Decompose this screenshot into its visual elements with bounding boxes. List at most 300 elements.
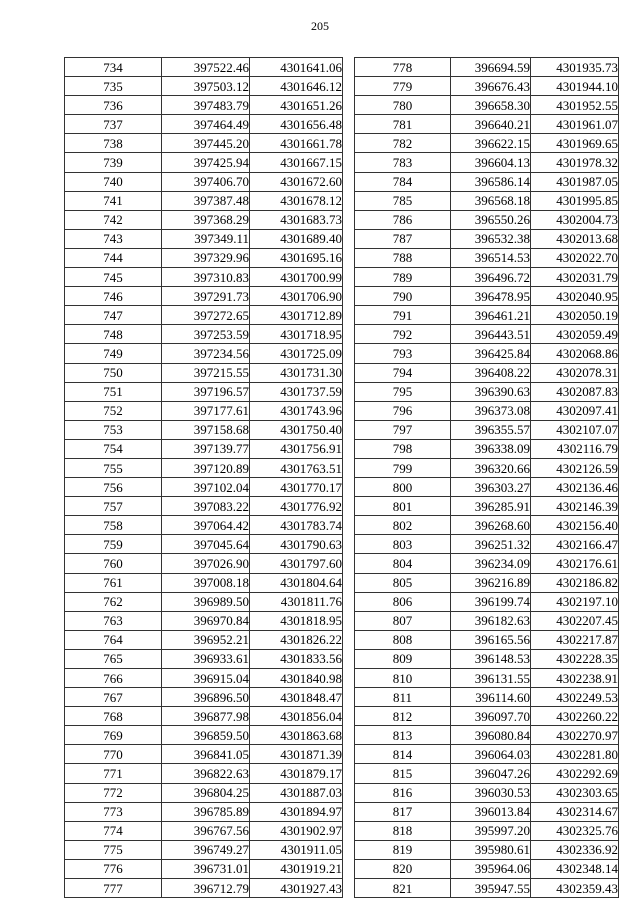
x-coordinate-cell: 397329.96 [162, 248, 250, 267]
x-coordinate-cell: 396952.21 [162, 630, 250, 649]
table-row [355, 287, 619, 306]
y-coordinate-cell: 4302022.70 [531, 248, 619, 267]
point-number-cell: 738 [65, 134, 162, 153]
table-row [65, 630, 343, 649]
x-coordinate-cell: 396285.91 [451, 497, 531, 516]
table-row [65, 478, 343, 497]
table-row [355, 478, 619, 497]
table-row [355, 325, 619, 344]
x-coordinate-cell: 396097.70 [451, 707, 531, 726]
table-row [355, 726, 619, 745]
point-number-cell: 786 [355, 210, 451, 229]
point-number-cell: 815 [355, 764, 451, 783]
x-coordinate-cell: 396373.08 [451, 401, 531, 420]
table-row [65, 879, 343, 898]
table-row [65, 325, 343, 344]
y-coordinate-cell: 4302270.97 [531, 726, 619, 745]
table-row [355, 592, 619, 611]
table-row [65, 382, 343, 401]
point-number-cell: 811 [355, 688, 451, 707]
point-number-cell: 783 [355, 153, 451, 172]
table-row [355, 420, 619, 439]
table-row [65, 783, 343, 802]
y-coordinate-cell: 4301689.40 [250, 229, 343, 248]
point-number-cell: 818 [355, 821, 451, 840]
x-coordinate-cell: 396785.89 [162, 802, 250, 821]
x-coordinate-cell: 397196.57 [162, 382, 250, 401]
point-number-cell: 780 [355, 96, 451, 115]
table-row [355, 764, 619, 783]
table-row [355, 401, 619, 420]
x-coordinate-cell: 396251.32 [451, 535, 531, 554]
y-coordinate-cell: 4301818.95 [250, 611, 343, 630]
x-coordinate-cell: 396443.51 [451, 325, 531, 344]
x-coordinate-cell: 396080.84 [451, 726, 531, 745]
point-number-cell: 803 [355, 535, 451, 554]
point-number-cell: 807 [355, 611, 451, 630]
x-coordinate-cell: 395947.55 [451, 879, 531, 898]
point-number-cell: 736 [65, 96, 162, 115]
table-row [65, 58, 343, 77]
table-row [355, 707, 619, 726]
y-coordinate-cell: 4301672.60 [250, 172, 343, 191]
table-row [355, 382, 619, 401]
table-row [65, 497, 343, 516]
x-coordinate-cell: 397291.73 [162, 287, 250, 306]
x-coordinate-cell: 397368.29 [162, 210, 250, 229]
x-coordinate-cell: 397406.70 [162, 172, 250, 191]
table-row [65, 77, 343, 96]
x-coordinate-cell: 396461.21 [451, 306, 531, 325]
x-coordinate-cell: 396622.15 [451, 134, 531, 153]
table-row [355, 554, 619, 573]
point-number-cell: 775 [65, 840, 162, 859]
y-coordinate-cell: 4302068.86 [531, 344, 619, 363]
x-coordinate-cell: 396216.89 [451, 573, 531, 592]
y-coordinate-cell: 4301756.91 [250, 439, 343, 458]
x-coordinate-cell: 396694.59 [451, 58, 531, 77]
point-number-cell: 744 [65, 248, 162, 267]
y-coordinate-cell: 4302303.65 [531, 783, 619, 802]
point-number-cell: 760 [65, 554, 162, 573]
x-coordinate-cell: 396496.72 [451, 268, 531, 287]
x-coordinate-cell: 396804.25 [162, 783, 250, 802]
x-coordinate-cell: 397522.46 [162, 58, 250, 77]
point-number-cell: 750 [65, 363, 162, 382]
table-row [355, 688, 619, 707]
point-number-cell: 817 [355, 802, 451, 821]
x-coordinate-cell: 397425.94 [162, 153, 250, 172]
table-row [65, 210, 343, 229]
point-number-cell: 805 [355, 573, 451, 592]
table-row [65, 535, 343, 554]
table-row [65, 802, 343, 821]
table-row [65, 458, 343, 477]
y-coordinate-cell: 4301987.05 [531, 172, 619, 191]
table-row [355, 268, 619, 287]
point-number-cell: 781 [355, 115, 451, 134]
x-coordinate-cell: 396148.53 [451, 649, 531, 668]
x-coordinate-cell: 396749.27 [162, 840, 250, 859]
table-row [355, 439, 619, 458]
point-number-cell: 774 [65, 821, 162, 840]
table-row [355, 363, 619, 382]
y-coordinate-cell: 4302156.40 [531, 516, 619, 535]
table-row [65, 821, 343, 840]
table-row [65, 172, 343, 191]
x-coordinate-cell: 396767.56 [162, 821, 250, 840]
point-number-cell: 767 [65, 688, 162, 707]
table-row [355, 611, 619, 630]
y-coordinate-cell: 4302059.49 [531, 325, 619, 344]
point-number-cell: 819 [355, 840, 451, 859]
table-row [355, 229, 619, 248]
table-row [355, 840, 619, 859]
x-coordinate-cell: 396532.38 [451, 229, 531, 248]
point-number-cell: 779 [355, 77, 451, 96]
table-row [355, 497, 619, 516]
point-number-cell: 788 [355, 248, 451, 267]
table-row [65, 401, 343, 420]
x-coordinate-cell: 396933.61 [162, 649, 250, 668]
y-coordinate-cell: 4301911.05 [250, 840, 343, 859]
table-row [65, 726, 343, 745]
y-coordinate-cell: 4301879.17 [250, 764, 343, 783]
table-row [65, 439, 343, 458]
point-number-cell: 778 [355, 58, 451, 77]
table-row [65, 688, 343, 707]
point-number-cell: 773 [65, 802, 162, 821]
table-row [355, 172, 619, 191]
y-coordinate-cell: 4301978.32 [531, 153, 619, 172]
point-number-cell: 749 [65, 344, 162, 363]
point-number-cell: 810 [355, 669, 451, 688]
table-row [355, 115, 619, 134]
table-row [65, 592, 343, 611]
table-row [355, 344, 619, 363]
point-number-cell: 753 [65, 420, 162, 439]
y-coordinate-cell: 4302228.35 [531, 649, 619, 668]
y-coordinate-cell: 4301811.76 [250, 592, 343, 611]
y-coordinate-cell: 4302238.91 [531, 669, 619, 688]
x-coordinate-cell: 396199.74 [451, 592, 531, 611]
table-row [355, 783, 619, 802]
point-number-cell: 763 [65, 611, 162, 630]
x-coordinate-cell: 397026.90 [162, 554, 250, 573]
point-number-cell: 804 [355, 554, 451, 573]
point-number-cell: 799 [355, 458, 451, 477]
y-coordinate-cell: 4301935.73 [531, 58, 619, 77]
point-number-cell: 790 [355, 287, 451, 306]
y-coordinate-cell: 4302207.45 [531, 611, 619, 630]
point-number-cell: 740 [65, 172, 162, 191]
x-coordinate-cell: 396859.50 [162, 726, 250, 745]
table-row [65, 191, 343, 210]
y-coordinate-cell: 4301887.03 [250, 783, 343, 802]
table-row [65, 115, 343, 134]
y-coordinate-cell: 4302050.19 [531, 306, 619, 325]
y-coordinate-cell: 4301763.51 [250, 458, 343, 477]
point-number-cell: 816 [355, 783, 451, 802]
table-row [65, 611, 343, 630]
y-coordinate-cell: 4301712.89 [250, 306, 343, 325]
point-number-cell: 796 [355, 401, 451, 420]
table-row [355, 458, 619, 477]
x-coordinate-cell: 395997.20 [451, 821, 531, 840]
point-number-cell: 762 [65, 592, 162, 611]
y-coordinate-cell: 4301856.04 [250, 707, 343, 726]
y-coordinate-cell: 4302260.22 [531, 707, 619, 726]
point-number-cell: 743 [65, 229, 162, 248]
x-coordinate-cell: 397464.49 [162, 115, 250, 134]
x-coordinate-cell: 395980.61 [451, 840, 531, 859]
point-number-cell: 806 [355, 592, 451, 611]
x-coordinate-cell: 396640.21 [451, 115, 531, 134]
x-coordinate-cell: 396182.63 [451, 611, 531, 630]
table-row [355, 191, 619, 210]
y-coordinate-cell: 4302336.92 [531, 840, 619, 859]
x-coordinate-cell: 396234.09 [451, 554, 531, 573]
table-row [65, 268, 343, 287]
y-coordinate-cell: 4302217.87 [531, 630, 619, 649]
y-coordinate-cell: 4302004.73 [531, 210, 619, 229]
y-coordinate-cell: 4301833.56 [250, 649, 343, 668]
point-number-cell: 776 [65, 859, 162, 878]
point-number-cell: 752 [65, 401, 162, 420]
y-coordinate-cell: 4302197.10 [531, 592, 619, 611]
y-coordinate-cell: 4302031.79 [531, 268, 619, 287]
x-coordinate-cell: 397445.20 [162, 134, 250, 153]
point-number-cell: 808 [355, 630, 451, 649]
x-coordinate-cell: 396658.30 [451, 96, 531, 115]
y-coordinate-cell: 4302281.80 [531, 745, 619, 764]
y-coordinate-cell: 4301770.17 [250, 478, 343, 497]
table-row [65, 554, 343, 573]
y-coordinate-cell: 4301706.90 [250, 287, 343, 306]
x-coordinate-cell: 396731.01 [162, 859, 250, 878]
y-coordinate-cell: 4301848.47 [250, 688, 343, 707]
point-number-cell: 747 [65, 306, 162, 325]
x-coordinate-cell: 396355.57 [451, 420, 531, 439]
coordinates-table-left [64, 57, 343, 898]
point-number-cell: 771 [65, 764, 162, 783]
y-coordinate-cell: 4301718.95 [250, 325, 343, 344]
y-coordinate-cell: 4301797.60 [250, 554, 343, 573]
x-coordinate-cell: 397272.65 [162, 306, 250, 325]
y-coordinate-cell: 4301641.06 [250, 58, 343, 77]
y-coordinate-cell: 4301871.39 [250, 745, 343, 764]
table-row [65, 96, 343, 115]
point-number-cell: 789 [355, 268, 451, 287]
point-number-cell: 742 [65, 210, 162, 229]
y-coordinate-cell: 4301826.22 [250, 630, 343, 649]
x-coordinate-cell: 396478.95 [451, 287, 531, 306]
x-coordinate-cell: 396013.84 [451, 802, 531, 821]
y-coordinate-cell: 4302314.67 [531, 802, 619, 821]
point-number-cell: 759 [65, 535, 162, 554]
y-coordinate-cell: 4302013.68 [531, 229, 619, 248]
point-number-cell: 735 [65, 77, 162, 96]
x-coordinate-cell: 396320.66 [451, 458, 531, 477]
x-coordinate-cell: 396896.50 [162, 688, 250, 707]
x-coordinate-cell: 397064.42 [162, 516, 250, 535]
x-coordinate-cell: 397008.18 [162, 573, 250, 592]
point-number-cell: 784 [355, 172, 451, 191]
table-row [355, 516, 619, 535]
y-coordinate-cell: 4302040.95 [531, 287, 619, 306]
table-row [65, 306, 343, 325]
y-coordinate-cell: 4301790.63 [250, 535, 343, 554]
table-row [355, 649, 619, 668]
point-number-cell: 777 [65, 879, 162, 898]
table-row [355, 96, 619, 115]
table-row [65, 153, 343, 172]
x-coordinate-cell: 396877.98 [162, 707, 250, 726]
table-row [355, 77, 619, 96]
x-coordinate-cell: 396550.26 [451, 210, 531, 229]
x-coordinate-cell: 396268.60 [451, 516, 531, 535]
table-row [65, 363, 343, 382]
x-coordinate-cell: 397102.04 [162, 478, 250, 497]
x-coordinate-cell: 397158.68 [162, 420, 250, 439]
x-coordinate-cell: 396030.53 [451, 783, 531, 802]
point-number-cell: 768 [65, 707, 162, 726]
x-coordinate-cell: 396586.14 [451, 172, 531, 191]
y-coordinate-cell: 4301919.21 [250, 859, 343, 878]
point-number-cell: 756 [65, 478, 162, 497]
y-coordinate-cell: 4301678.12 [250, 191, 343, 210]
point-number-cell: 814 [355, 745, 451, 764]
point-number-cell: 757 [65, 497, 162, 516]
y-coordinate-cell: 4302146.39 [531, 497, 619, 516]
table-row [65, 287, 343, 306]
y-coordinate-cell: 4302078.31 [531, 363, 619, 382]
table-row [65, 764, 343, 783]
x-coordinate-cell: 396425.84 [451, 344, 531, 363]
table-row [355, 58, 619, 77]
y-coordinate-cell: 4301646.12 [250, 77, 343, 96]
y-coordinate-cell: 4302292.69 [531, 764, 619, 783]
coordinates-table-right [354, 57, 619, 898]
y-coordinate-cell: 4302249.53 [531, 688, 619, 707]
table-row [355, 879, 619, 898]
x-coordinate-cell: 397253.59 [162, 325, 250, 344]
table-row [355, 153, 619, 172]
y-coordinate-cell: 4301927.43 [250, 879, 343, 898]
table-row [355, 669, 619, 688]
point-number-cell: 758 [65, 516, 162, 535]
x-coordinate-cell: 397045.64 [162, 535, 250, 554]
table-row [355, 821, 619, 840]
y-coordinate-cell: 4301894.97 [250, 802, 343, 821]
point-number-cell: 812 [355, 707, 451, 726]
y-coordinate-cell: 4302359.43 [531, 879, 619, 898]
x-coordinate-cell: 397177.61 [162, 401, 250, 420]
y-coordinate-cell: 4301944.10 [531, 77, 619, 96]
point-number-cell: 802 [355, 516, 451, 535]
x-coordinate-cell: 396822.63 [162, 764, 250, 783]
x-coordinate-cell: 396047.26 [451, 764, 531, 783]
y-coordinate-cell: 4301743.96 [250, 401, 343, 420]
table-row [355, 248, 619, 267]
point-number-cell: 745 [65, 268, 162, 287]
x-coordinate-cell: 397139.77 [162, 439, 250, 458]
x-coordinate-cell: 397349.11 [162, 229, 250, 248]
x-coordinate-cell: 396841.05 [162, 745, 250, 764]
point-number-cell: 820 [355, 859, 451, 878]
table-row [355, 573, 619, 592]
point-number-cell: 734 [65, 58, 162, 77]
table-row [65, 649, 343, 668]
x-coordinate-cell: 396676.43 [451, 77, 531, 96]
table-row [355, 134, 619, 153]
table-row [65, 516, 343, 535]
table-row [65, 840, 343, 859]
y-coordinate-cell: 4301725.09 [250, 344, 343, 363]
point-number-cell: 782 [355, 134, 451, 153]
x-coordinate-cell: 396989.50 [162, 592, 250, 611]
table-row [65, 669, 343, 688]
y-coordinate-cell: 4301731.30 [250, 363, 343, 382]
table-row [65, 229, 343, 248]
table-row [355, 745, 619, 764]
table-row [355, 535, 619, 554]
y-coordinate-cell: 4301695.16 [250, 248, 343, 267]
point-number-cell: 792 [355, 325, 451, 344]
point-number-cell: 800 [355, 478, 451, 497]
point-number-cell: 765 [65, 649, 162, 668]
x-coordinate-cell: 397120.89 [162, 458, 250, 477]
y-coordinate-cell: 4301952.55 [531, 96, 619, 115]
point-number-cell: 770 [65, 745, 162, 764]
x-coordinate-cell: 396712.79 [162, 879, 250, 898]
point-number-cell: 741 [65, 191, 162, 210]
y-coordinate-cell: 4301804.64 [250, 573, 343, 592]
x-coordinate-cell: 396604.13 [451, 153, 531, 172]
point-number-cell: 737 [65, 115, 162, 134]
table-row [355, 210, 619, 229]
y-coordinate-cell: 4301667.15 [250, 153, 343, 172]
point-number-cell: 761 [65, 573, 162, 592]
point-number-cell: 813 [355, 726, 451, 745]
point-number-cell: 798 [355, 439, 451, 458]
y-coordinate-cell: 4302348.14 [531, 859, 619, 878]
table-row [65, 745, 343, 764]
y-coordinate-cell: 4301750.40 [250, 420, 343, 439]
x-coordinate-cell: 397234.56 [162, 344, 250, 363]
table-row [355, 859, 619, 878]
x-coordinate-cell: 397387.48 [162, 191, 250, 210]
point-number-cell: 739 [65, 153, 162, 172]
x-coordinate-cell: 396390.63 [451, 382, 531, 401]
table-row [355, 630, 619, 649]
table-row [65, 134, 343, 153]
y-coordinate-cell: 4302087.83 [531, 382, 619, 401]
y-coordinate-cell: 4301656.48 [250, 115, 343, 134]
table-row [65, 248, 343, 267]
y-coordinate-cell: 4302186.82 [531, 573, 619, 592]
y-coordinate-cell: 4301961.07 [531, 115, 619, 134]
y-coordinate-cell: 4301700.99 [250, 268, 343, 287]
point-number-cell: 787 [355, 229, 451, 248]
y-coordinate-cell: 4301683.73 [250, 210, 343, 229]
point-number-cell: 794 [355, 363, 451, 382]
point-number-cell: 797 [355, 420, 451, 439]
y-coordinate-cell: 4302176.61 [531, 554, 619, 573]
table-row [65, 573, 343, 592]
y-coordinate-cell: 4302166.47 [531, 535, 619, 554]
x-coordinate-cell: 396408.22 [451, 363, 531, 382]
